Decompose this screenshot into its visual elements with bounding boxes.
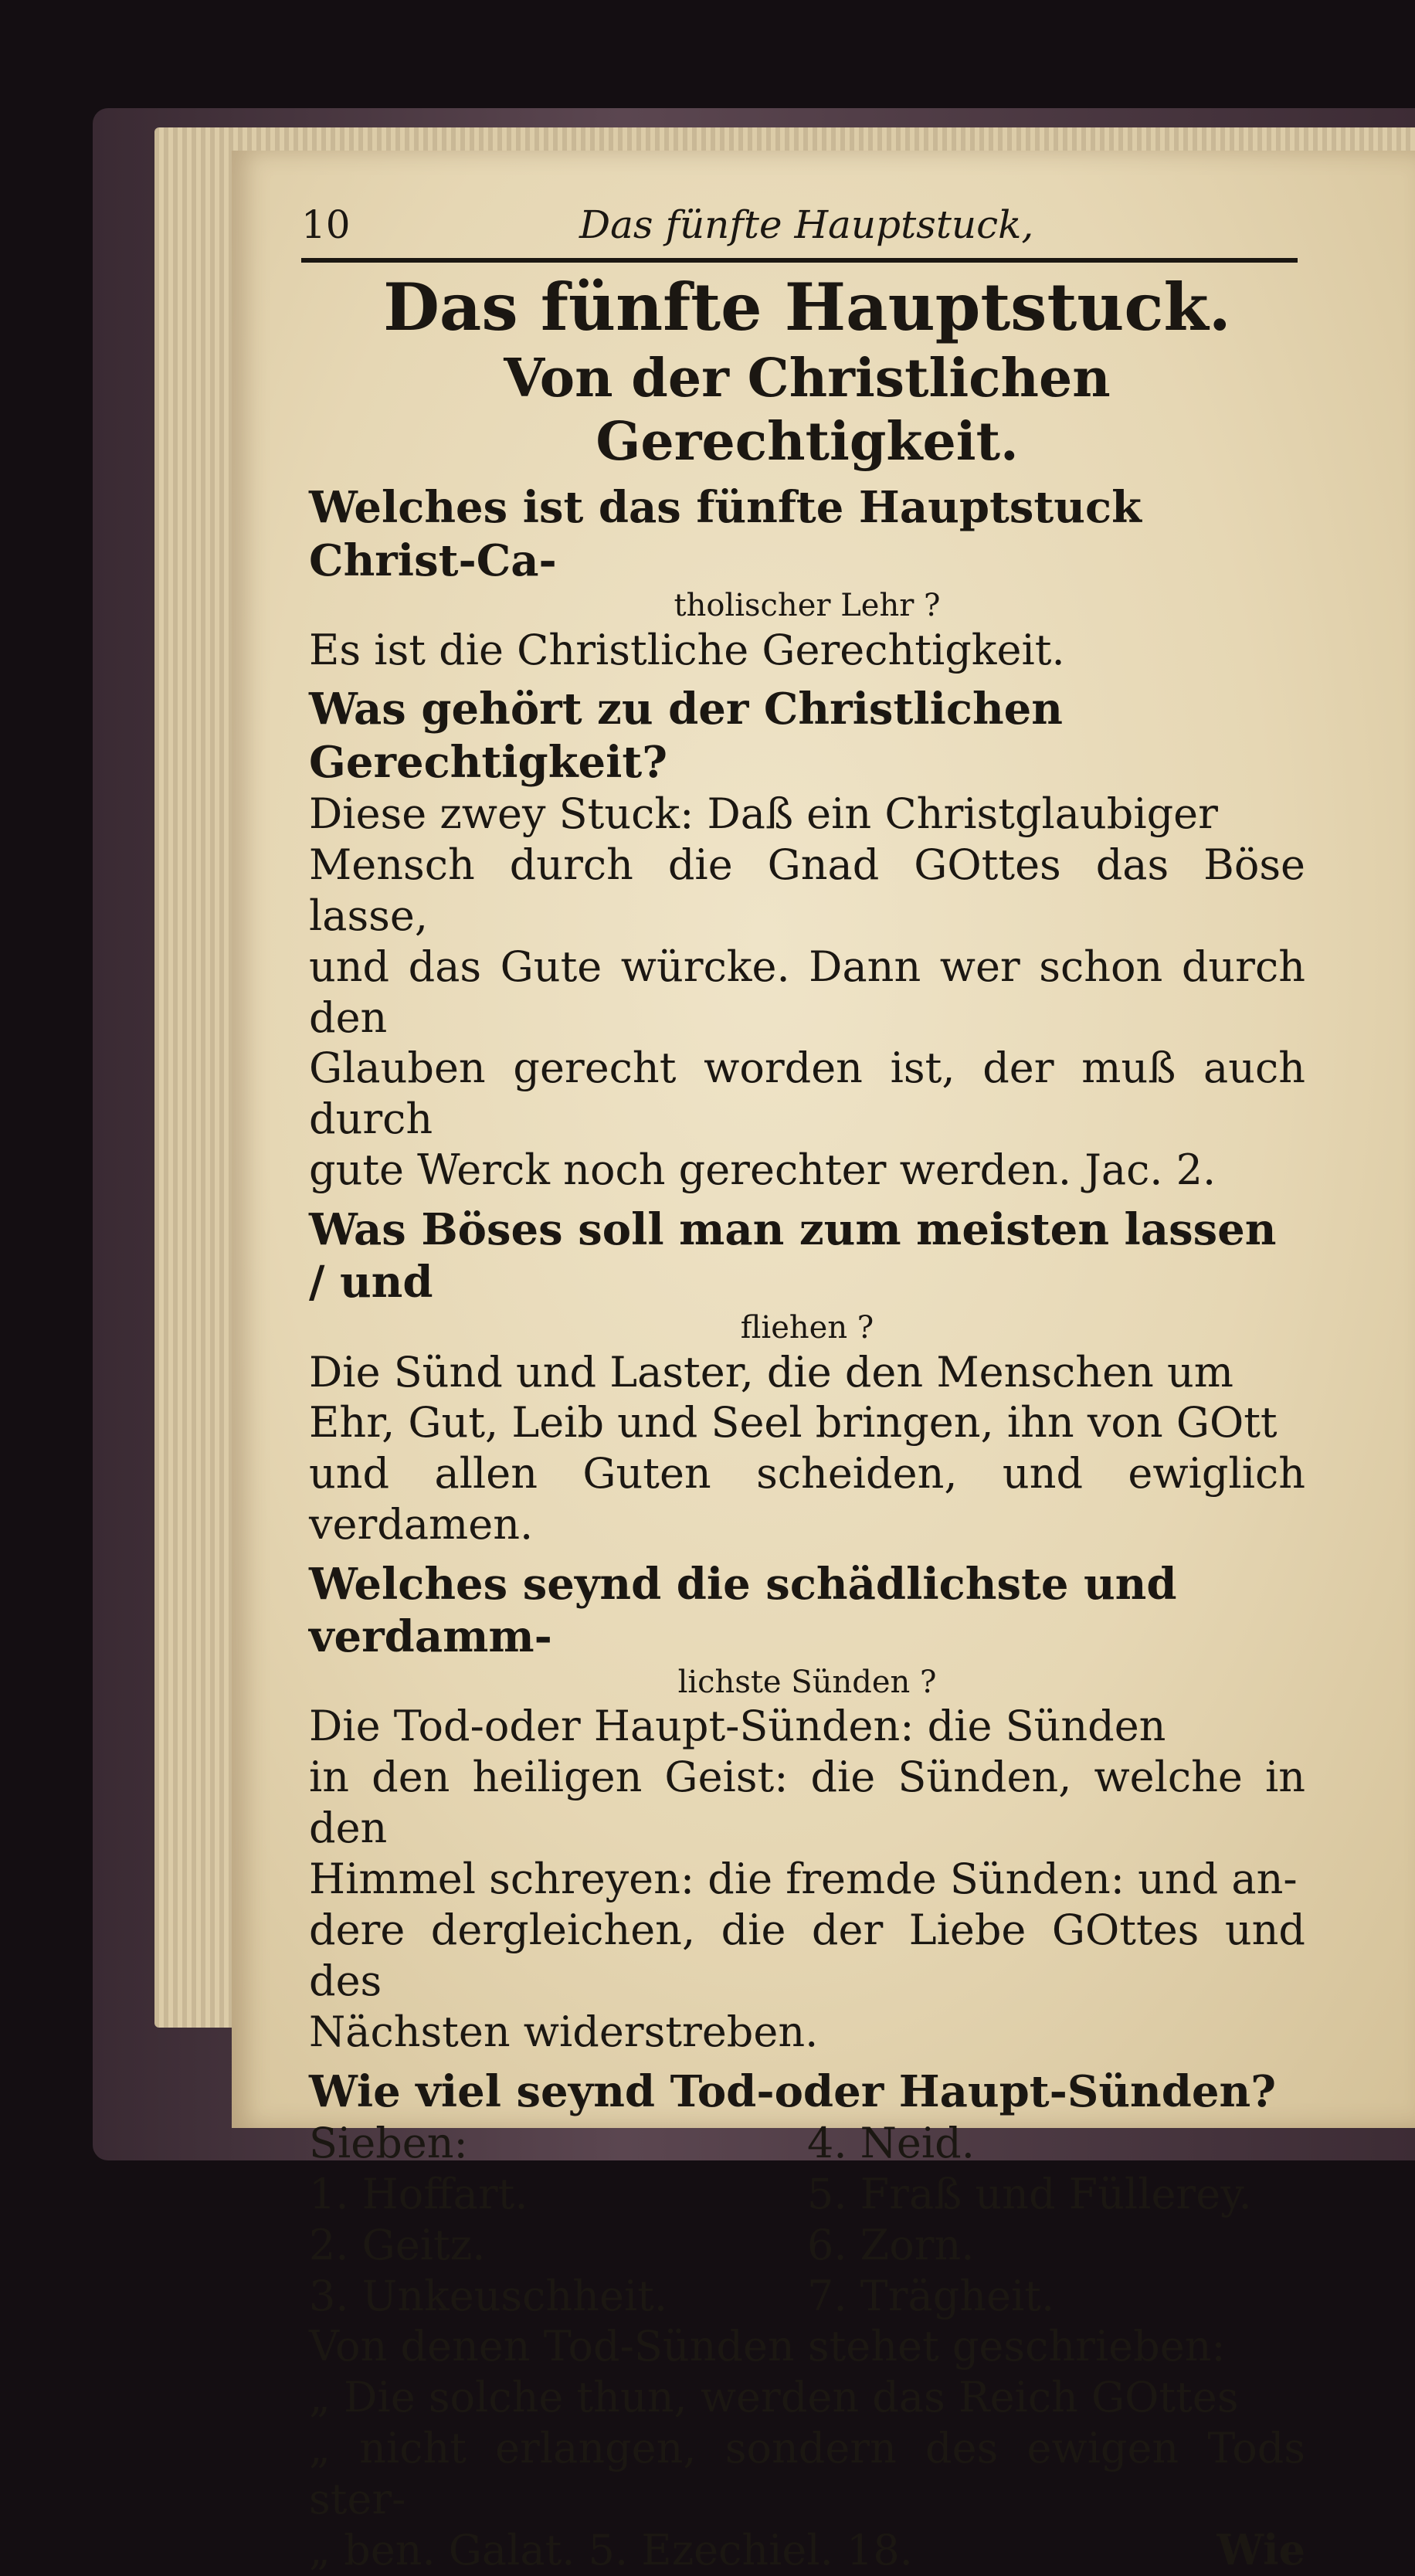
answer-line: Die Sünd und Laster, die den Menschen um xyxy=(309,1347,1233,1397)
question-3-cont: fliehen ? xyxy=(740,1309,874,1346)
sins-list xyxy=(309,2118,1305,2322)
list-item: 1. Hoffart. xyxy=(309,2169,528,2218)
answer-line: dere dergleichen, die der Liebe GOttes und des xyxy=(309,1905,1305,2005)
question-3: Was Böses soll man zum meisten lassen / und xyxy=(309,1204,1277,1308)
list-item: 2. Geitz. xyxy=(309,2220,486,2269)
answer-2 xyxy=(309,789,1305,1196)
quote-line: „ nicht erlangen, sondern des ewigen Tods ster- xyxy=(309,2424,1305,2524)
sins-column-right xyxy=(807,2118,1305,2322)
list-item: 6. Zorn. xyxy=(807,2220,975,2269)
chapter-title: Das fünfte Hauptstuck. xyxy=(383,269,1231,345)
closing-quote xyxy=(309,2372,1305,2576)
page-header xyxy=(301,202,1298,256)
answer-1 xyxy=(309,625,1305,676)
answer-line: Diese zwey Stuck: Daß ein Christglaubiger xyxy=(309,789,1218,839)
question-5: Wie viel seynd Tod-oder Haupt-Sünden? xyxy=(309,2065,1277,2117)
answer-line: gute Werck noch gerechter werden. Jac. 2. xyxy=(309,1145,1216,1195)
list-item: 4. Neid. xyxy=(807,2118,975,2167)
answer-line: Es ist die Christliche Gerechtigkeit. xyxy=(309,625,1065,674)
answer-line: Glauben gerecht worden ist, der muß auch durch xyxy=(309,1044,1305,1144)
page-number: 10 xyxy=(301,202,351,247)
sins-column-left xyxy=(309,2118,807,2322)
quote-line: „ Die solche thun, werden das Reich GOttes xyxy=(309,2373,1239,2422)
answer-4 xyxy=(309,1701,1305,2057)
question-4-cont: lichste Sünden ? xyxy=(677,1664,937,1700)
list-item: 5. Fraß und Füllerey. xyxy=(807,2169,1252,2218)
quote-line xyxy=(309,2525,1305,2576)
question-1-cont: tholischer Lehr ? xyxy=(674,587,941,623)
page-text xyxy=(309,266,1305,2576)
header-rule xyxy=(301,258,1298,263)
closing-intro: Von denen Tod-Sünden stehet geschrieben: xyxy=(309,2322,1226,2371)
answer-line: Nächsten widerstreben. xyxy=(309,2007,819,2056)
answer-line: Ehr, Gut, Leib und Seel bringen, ihn von GOtt xyxy=(309,1398,1278,1448)
catchword: Wie xyxy=(1216,2524,1305,2574)
answer-line: Himmel schreyen: die fremde Sünden: und an- xyxy=(309,1855,1298,1904)
list-item: 3. Unkeuschheit. xyxy=(309,2271,668,2320)
quote-line-text: „ ben. Galat. 5. Ezechiel. 18. xyxy=(309,2525,913,2574)
question-2: Was gehört zu der Christlichen Gerechtigkeit? xyxy=(309,684,1064,788)
running-head: Das fünfte Hauptstuck, xyxy=(579,202,1034,247)
answer-line: Mensch durch die Gnad GOttes das Böse lasse, xyxy=(309,840,1305,940)
question-4: Welches seynd die schädlichste und verdamm- xyxy=(309,1559,1177,1663)
chapter-subtitle: Von der Christlichen Gerechtigkeit. xyxy=(504,348,1111,473)
question-1: Welches ist das fünfte Hauptstuck Christ-Ca- xyxy=(309,482,1142,586)
list-item: 7. Trägheit. xyxy=(807,2271,1055,2320)
list-item: Sieben: xyxy=(309,2118,468,2167)
answer-line: und das Gute würcke. Dann wer schon durch den xyxy=(309,942,1305,1042)
answer-line: in den heiligen Geist: die Sünden, welche in den xyxy=(309,1753,1305,1853)
answer-line: Die Tod-oder Haupt-Sünden: die Sünden xyxy=(309,1702,1166,1751)
answer-line: und allen Guten scheiden, und ewiglich verdamen. xyxy=(309,1449,1305,1549)
answer-3 xyxy=(309,1347,1305,1551)
